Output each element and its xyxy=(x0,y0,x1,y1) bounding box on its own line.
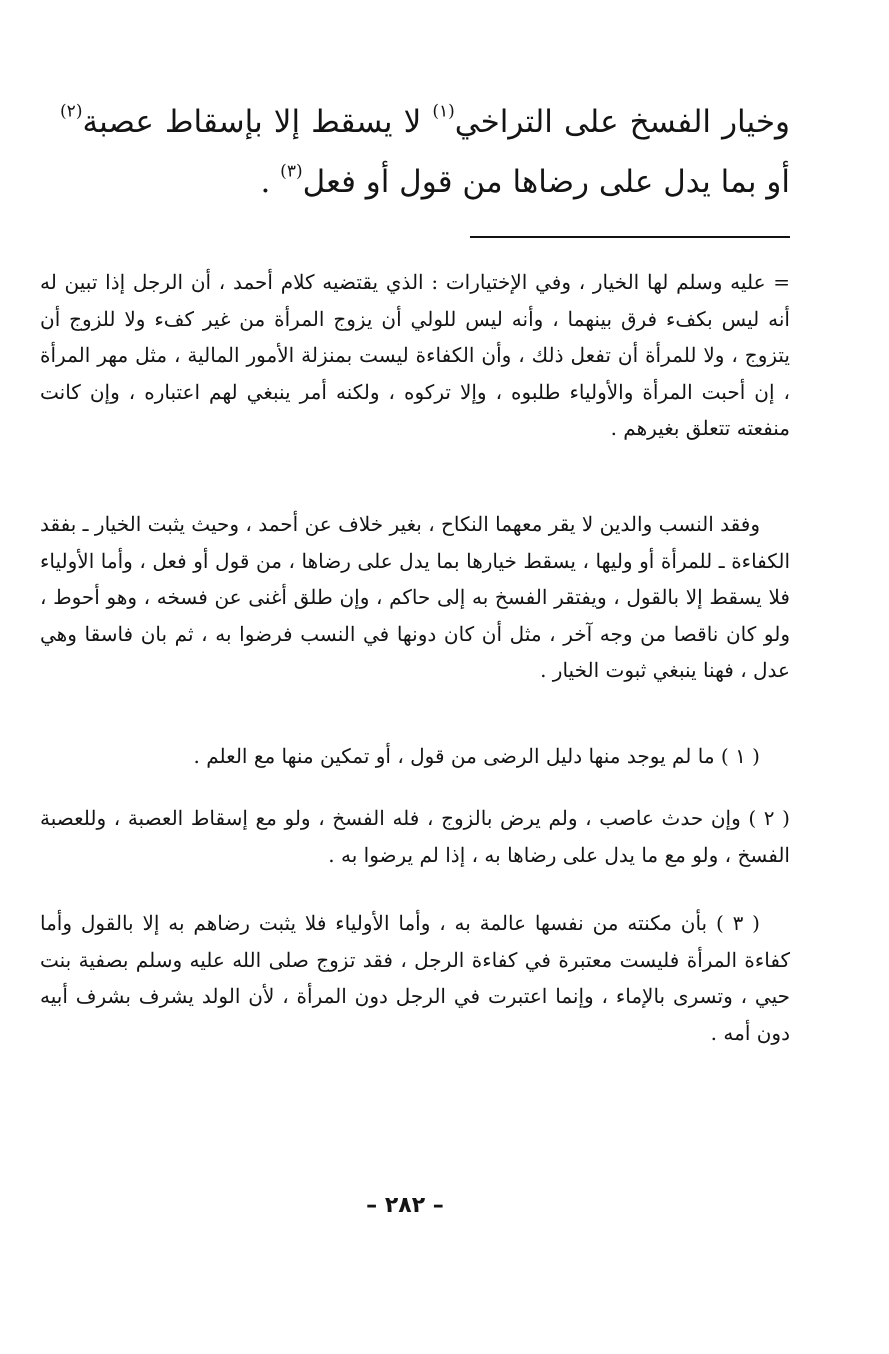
footnote-1 xyxy=(40,738,790,775)
footnote-continuation xyxy=(40,264,790,447)
footnote-continuation-text: = عليه وسلم لها الخيار ، وفي الإختيارات : الذي يقتضيه كلام أحمد ، أن الرجل إذا تبين له أنه ليس بكفء فرق بينهما ، وأنه ليس للولي أن يزوج المرأة من غير كفء ولا للزوج أن يتزوج ، ولا للمرأة أن تفعل ذلك ، وأن الكفاءة ليست بمنزلة الأمور المالية ، مثل مهر المرأة ، إن أحبت المرأة والأولياء طلبوه ، وإلا تركوه ، ولكنه أمر ينبغي لهم اعتباره ، وإن كانت منفعته تتعلق بغيرهم . xyxy=(40,270,791,440)
page-number: – ٢٨٢ – xyxy=(366,1193,444,1218)
footnote-paragraph xyxy=(40,506,790,689)
main-text-line1-a: وخيار الفسخ على التراخي xyxy=(454,104,790,140)
footnote-2-text: ( ٢ ) وإن حدث عاصب ، ولم يرض بالزوج ، فله الفسخ ، ولو مع إسقاط العصبة ، وللعصبة الفسخ ، ولو مع ما يدل على رضاها به ، إذا لم يرضوا به . xyxy=(40,806,790,867)
footnote-2 xyxy=(40,800,790,873)
footnote-separator xyxy=(470,236,790,238)
main-text-line2-b: . xyxy=(260,164,281,200)
footnote-3 xyxy=(40,905,790,1051)
main-text-line2-a: أو بما يدل على رضاها من قول أو فعل xyxy=(302,164,790,200)
main-text-line1-b: لا يسقط إلا بإسقاط عصبة xyxy=(82,104,433,140)
footnote-ref-1: (١) xyxy=(432,101,455,122)
main-text xyxy=(60,92,790,212)
footnote-paragraph-text: وفقد النسب والدين لا يقر معهما النكاح ، بغير خلاف عن أحمد ، وحيث يثبت الخيار ـ بفقد الكفاءة ـ للمرأة أو وليها ، يسقط خيارها بما يدل على رضاها ، من قول أو فعل ، وأما الأولياء فلا يسقط إلا بالقول ، ويفتقر الفسخ به إلى حاكم ، وإن طلق أغنى عن فسخه ، وهو أحوط ، ولو كان ناقصا من وجه آخر ، مثل أن كان دونها في النسب فرضوا به ، ثم بان فاسقا وهي عدل ، فهنا ينبغي ثبوت الخيار . xyxy=(40,512,790,682)
footnote-3-text: ( ٣ ) بأن مكنته من نفسها عالمة به ، وأما الأولياء فلا يثبت رضاهم به إلا بالقول وأما كفاءة المرأة فليست معتبرة في كفاءة الرجل ، فقد تزوج صلى الله عليه وسلم بصفية بنت حيي ، وتسرى بالإماء ، وإنما اعتبرت في الرجل دون المرأة ، لأن الولد يشرف بشرف أبيه دون أمه . xyxy=(40,911,790,1045)
footnote-1-text: ( ١ ) ما لم يوجد منها دليل الرضى من قول ، أو تمكين منها مع العلم . xyxy=(193,744,760,768)
footnote-ref-3: (٣) xyxy=(280,161,303,182)
footnote-ref-2: (٢) xyxy=(60,101,83,122)
